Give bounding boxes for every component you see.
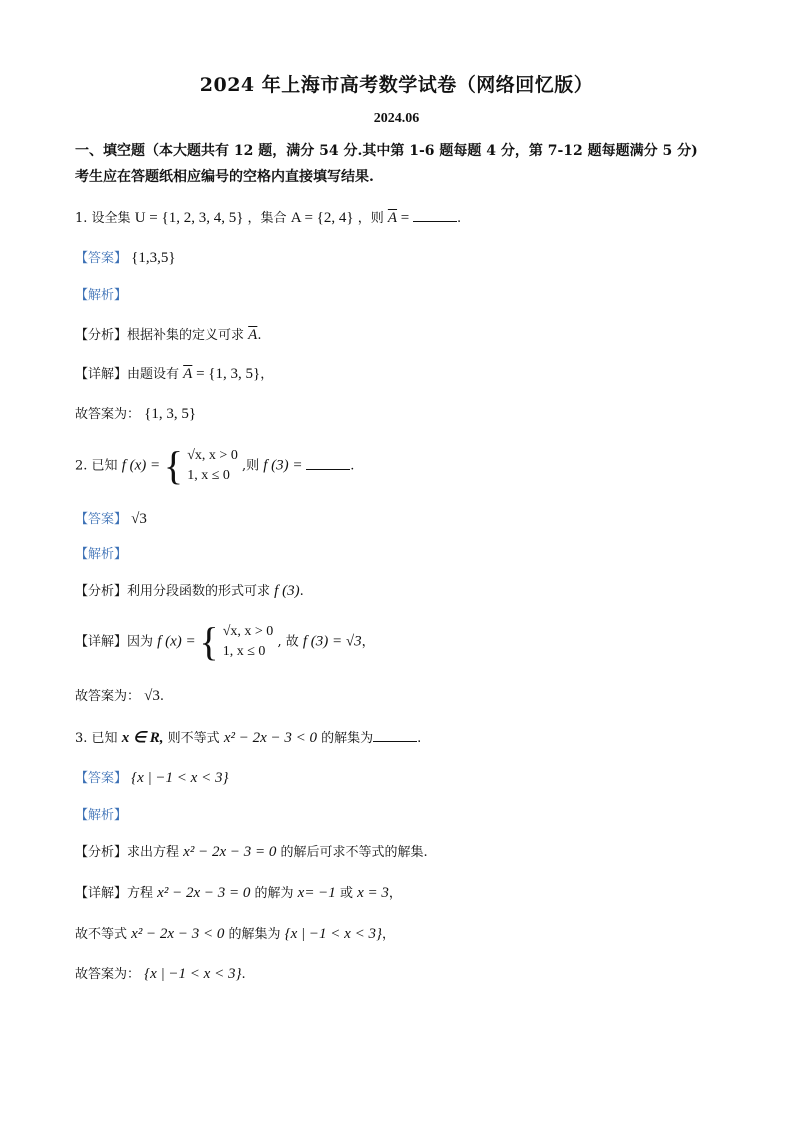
detail-3-line2 xyxy=(75,924,395,945)
question-text: ，集合 xyxy=(247,211,287,226)
answer-value: √3 xyxy=(131,511,147,527)
math-function: f (x) = xyxy=(121,457,164,474)
section-heading-line1: 一、填空题（本大题共有 12 题，满分 54 分.其中第 1-6 题每题 4 分，第 7-12 题每题满分 5 分) xyxy=(75,143,698,159)
detail-label: 【详解】 xyxy=(75,886,128,901)
piecewise-function xyxy=(163,443,238,488)
conclusion-text: 故答案为： xyxy=(75,407,141,422)
conclusion-2 xyxy=(75,686,164,707)
fenxi-3 xyxy=(75,842,428,863)
math-inequality: x² − 2x − 3 < 0 xyxy=(223,730,318,746)
question-3 xyxy=(75,728,421,749)
answer-1 xyxy=(75,248,176,269)
fenxi-end: . xyxy=(257,328,262,343)
fenxi-2 xyxy=(75,581,304,602)
math-f3: f (3) xyxy=(274,583,300,599)
page-title: 2024 年上海市高考数学试卷（网络回忆版） xyxy=(199,74,594,96)
math-complement-A: $\overline{A}$ xyxy=(387,210,398,226)
conclusion-text: 故答案为： xyxy=(75,689,141,704)
question-text: 设全集 xyxy=(91,211,131,226)
question-text: 已知 xyxy=(91,731,118,746)
detail-text: 的解集为 xyxy=(228,927,281,942)
math-set-U: U = {1, 2, 3, 4, 5} xyxy=(134,210,244,226)
brace-symbol: { xyxy=(199,619,219,664)
analysis-3 xyxy=(75,806,127,826)
answer-2 xyxy=(75,509,147,530)
conclusion-value: {x | −1 < x < 3} xyxy=(144,966,242,982)
fenxi-text: 求出方程 xyxy=(127,845,180,860)
detail-text: 方程 xyxy=(127,886,154,901)
punctuation: ， xyxy=(361,634,375,650)
question-text: 已知 xyxy=(91,458,118,474)
math-function: f (x) = xyxy=(157,633,200,650)
detail-text: 的解为 xyxy=(254,886,294,901)
fenxi-text: 的解后可求不等式的解集. xyxy=(280,845,428,860)
punctuation: . xyxy=(159,689,165,704)
fenxi-text: 根据补集的定义可求 xyxy=(127,328,245,343)
question-number: 2. xyxy=(75,458,88,474)
math-solution-set: {x | −1 < x < 3} xyxy=(284,926,382,942)
conclusion-1 xyxy=(75,404,196,425)
fenxi-1 xyxy=(75,325,261,346)
question-end: . xyxy=(350,458,355,474)
question-number: 1. xyxy=(75,211,88,226)
math-complement-A: $\overline{A}$ xyxy=(183,366,193,382)
answer-blank xyxy=(373,729,417,742)
math-root-1: x= −1 xyxy=(297,885,336,901)
math-root-2: x = 3 xyxy=(357,885,389,901)
math-equals: = xyxy=(397,210,414,226)
answer-value: {1,3,5} xyxy=(131,250,176,266)
exam-date: 2024.06 xyxy=(373,111,420,126)
math-inequality: x² − 2x − 3 < 0 xyxy=(131,926,225,942)
fenxi-label: 【分析】 xyxy=(75,584,128,599)
answer-label: 【答案】 xyxy=(75,251,128,266)
section-heading-line2: 考生应在答题纸相应编号的空格内直接填写结果. xyxy=(75,169,374,185)
question-end: . xyxy=(417,731,422,746)
piecewise-function xyxy=(199,619,274,664)
answer-3 xyxy=(75,768,228,789)
detail-text: 故不等式 xyxy=(75,927,128,942)
math-f3: f (3) = xyxy=(263,457,307,474)
answer-value: {x | −1 < x < 3} xyxy=(131,770,229,786)
detail-label: 【详解】 xyxy=(75,367,128,382)
question-number: 3. xyxy=(75,731,88,746)
detail-text: 因为 xyxy=(127,634,154,650)
question-1 xyxy=(75,208,461,229)
punctuation: ， xyxy=(260,367,274,382)
piece-row-1: √x, x > 0 xyxy=(187,448,238,463)
section-heading xyxy=(75,138,735,190)
piece-row-2: 1, x ≤ 0 xyxy=(187,468,230,483)
math-equation: x² − 2x − 3 = 0 xyxy=(183,844,277,860)
detail-2 xyxy=(75,619,375,664)
piece-row-1: √x, x > 0 xyxy=(222,624,274,639)
question-text: 的解集为 xyxy=(321,731,374,746)
conclusion-value: {1, 3, 5} xyxy=(144,406,197,422)
math-equation: x² − 2x − 3 = 0 xyxy=(157,885,251,901)
answer-label: 【答案】 xyxy=(75,771,128,786)
question-text: ,则 xyxy=(241,458,260,474)
answer-blank xyxy=(413,209,457,222)
conclusion-value: √3 xyxy=(144,688,160,704)
brace-symbol: { xyxy=(163,443,184,488)
punctuation: ， xyxy=(388,886,402,901)
math-result: f (3) = √3 xyxy=(302,633,362,650)
analysis-1 xyxy=(75,286,127,306)
math-equation: = {1, 3, 5} xyxy=(192,366,261,382)
detail-label: 【详解】 xyxy=(75,634,128,650)
conclusion-text: 故答案为： xyxy=(75,967,141,982)
fenxi-label: 【分析】 xyxy=(75,328,128,343)
analysis-label: 【解析】 xyxy=(75,288,128,303)
question-2 xyxy=(75,443,355,488)
analysis-label: 【解析】 xyxy=(75,808,128,823)
analysis-2 xyxy=(75,545,127,565)
answer-blank xyxy=(306,457,350,470)
math-condition: x ∈ R, xyxy=(121,730,164,746)
question-text: 则不等式 xyxy=(167,731,220,746)
punctuation: . xyxy=(299,584,304,599)
analysis-label: 【解析】 xyxy=(75,547,128,562)
punctuation: ， xyxy=(381,927,395,942)
piece-row-2: 1, x ≤ 0 xyxy=(222,644,266,659)
detail-text: , 故 xyxy=(277,634,299,650)
question-text: ，则 xyxy=(357,211,384,226)
detail-text: 由题设有 xyxy=(127,367,180,382)
math-set-A: A = {2, 4} xyxy=(290,210,354,226)
math-complement-A: $\overline{A}$ xyxy=(248,327,258,343)
punctuation: . xyxy=(241,967,246,982)
question-end: . xyxy=(457,211,462,226)
conclusion-3 xyxy=(75,964,246,985)
fenxi-label: 【分析】 xyxy=(75,845,128,860)
detail-3 xyxy=(75,883,402,904)
answer-label: 【答案】 xyxy=(75,512,128,527)
fenxi-text: 利用分段函数的形式可求 xyxy=(127,584,271,599)
detail-1 xyxy=(75,364,273,385)
detail-text: 或 xyxy=(339,886,353,901)
